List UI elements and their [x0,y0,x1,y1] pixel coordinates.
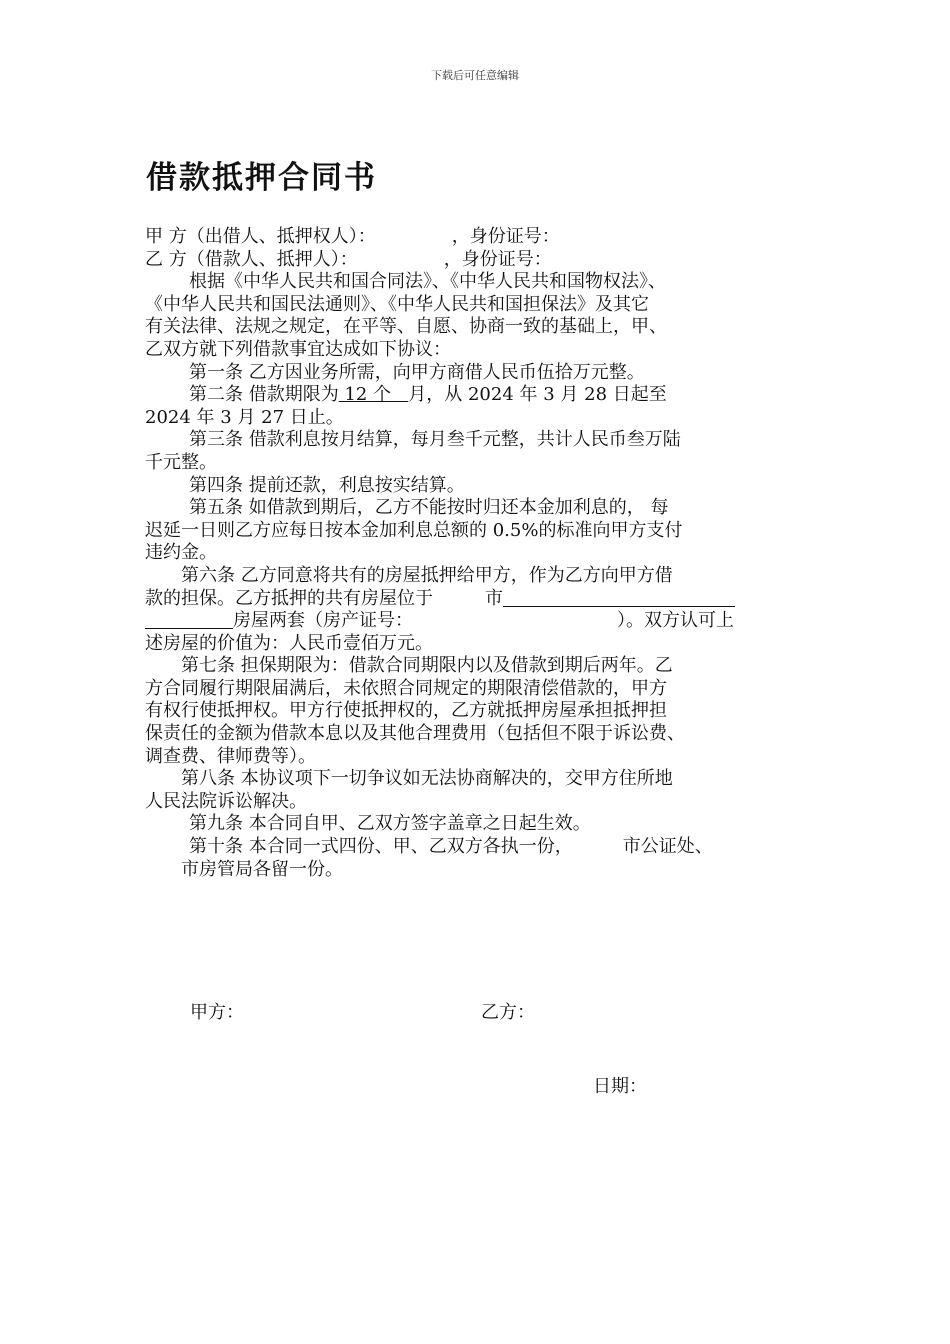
article-6-text-b: 房屋两套（房产证号： [233,610,413,632]
preamble-line-4: 乙双方就下列借款事宜达成如下协议： [145,338,451,360]
header-note: 下载后可任意编辑 [431,69,519,82]
article-8-line-1: 第八条 本协议项下一切争议如无法协商解决的，交甲方住所地 [181,768,673,790]
article-6-line-3 [145,610,810,633]
party-b-signature-label: 乙方： [481,1002,535,1023]
article-4: 第四条 提前还款，利息按实结算。 [189,474,465,496]
party-a-line [145,226,810,249]
document-title: 借款抵押合同书 [146,160,377,196]
party-a-id-label: ，身份证号： [451,226,560,247]
article-2-line-1 [145,384,810,407]
article-2-line-2: 2024 年 3 月 27 日止。 [145,406,344,428]
party-a-label: 甲 方（出借人、抵押权人）： [145,226,376,247]
party-b-line [145,249,810,272]
article-6-line-4: 述房屋的价值为：人民币壹佰万元。 [145,632,433,654]
article-5-line-2: 迟延一日则乙方应每日按本金加利息总额的 0.5%的标准向甲方支付 [145,519,683,541]
property-address-blank [503,588,735,607]
article-6-line-2 [145,588,810,611]
article-8-line-2: 人民法院诉讼解决。 [145,790,307,812]
loan-term-months: 12 个 [338,384,409,406]
article-1: 第一条 乙方因业务所需，向甲方商借人民币伍拾万元整。 [189,361,645,383]
article-3-line-1: 第三条 借款利息按月结算，每月叁千元整，共计人民币叁万陆 [189,429,681,451]
article-6-line-1: 第六条 乙方同意将共有的房屋抵押给甲方，作为乙方向甲方借 [181,564,673,586]
article-5-line-3: 违约金。 [145,542,217,564]
article-2-text-b: 月，从 2024 年 3 月 28 日起至 [408,384,667,406]
preamble-line-2: 《中华人民共和国民法通则》、《中华人民共和国担保法》及其它 [145,293,649,315]
date-label: 日期： [593,1076,647,1097]
article-7-line-4: 保责任的金额为借款本息以及其他合理费用（包括但不限于诉讼费、 [145,723,685,745]
article-6-text-c: ）。双方认可上 [617,610,734,632]
contract-body [145,226,810,881]
article-2-text-a: 第二条 借款期限为 [189,384,339,406]
article-7-line-3: 有权行使抵押权。甲方行使抵押权的，乙方就抵押房屋承担抵押担 [145,700,667,722]
article-5-line-1: 第五条 如借款到期后，乙方不能按时归还本金加利息的， 每 [189,497,669,519]
property-address-blank-2 [145,610,233,629]
article-3-line-2: 千元整。 [145,451,217,473]
party-b-id-label: ，身份证号： [443,248,552,270]
article-7-line-2: 方合同履行期限届满后，未依照合同规定的期限清偿借款的，甲方 [145,677,667,699]
article-6-city: 市 [485,587,503,609]
article-9: 第九条 本合同自甲、乙双方签字盖章之日起生效。 [189,813,591,835]
article-10-text-a: 第十条 本合同一式四份、甲、乙双方各执一份， [189,836,573,858]
article-10-line-2: 市房管局各留一份。 [181,858,343,880]
article-10-text-b: 市公证处、 [622,836,713,858]
party-b-label: 乙 方（借款人、抵押人）： [145,248,358,270]
preamble-line-1: 根据《中华人民共和国合同法》、《中华人民共和国物权法》、 [189,271,666,293]
article-6-text-a: 款的担保。乙方抵押的共有房屋位于 [145,587,433,609]
article-7-line-5: 调查费、律师费等）。 [145,745,316,767]
preamble-line-3: 有关法律、法规之规定，在平等、自愿、协商一致的基础上，甲、 [145,316,667,338]
party-a-signature-label: 甲方： [190,1002,244,1023]
article-10-line-1 [145,836,810,859]
article-7-line-1: 第七条 担保期限为：借款合同期限内以及借款到期后两年。乙 [181,655,673,677]
